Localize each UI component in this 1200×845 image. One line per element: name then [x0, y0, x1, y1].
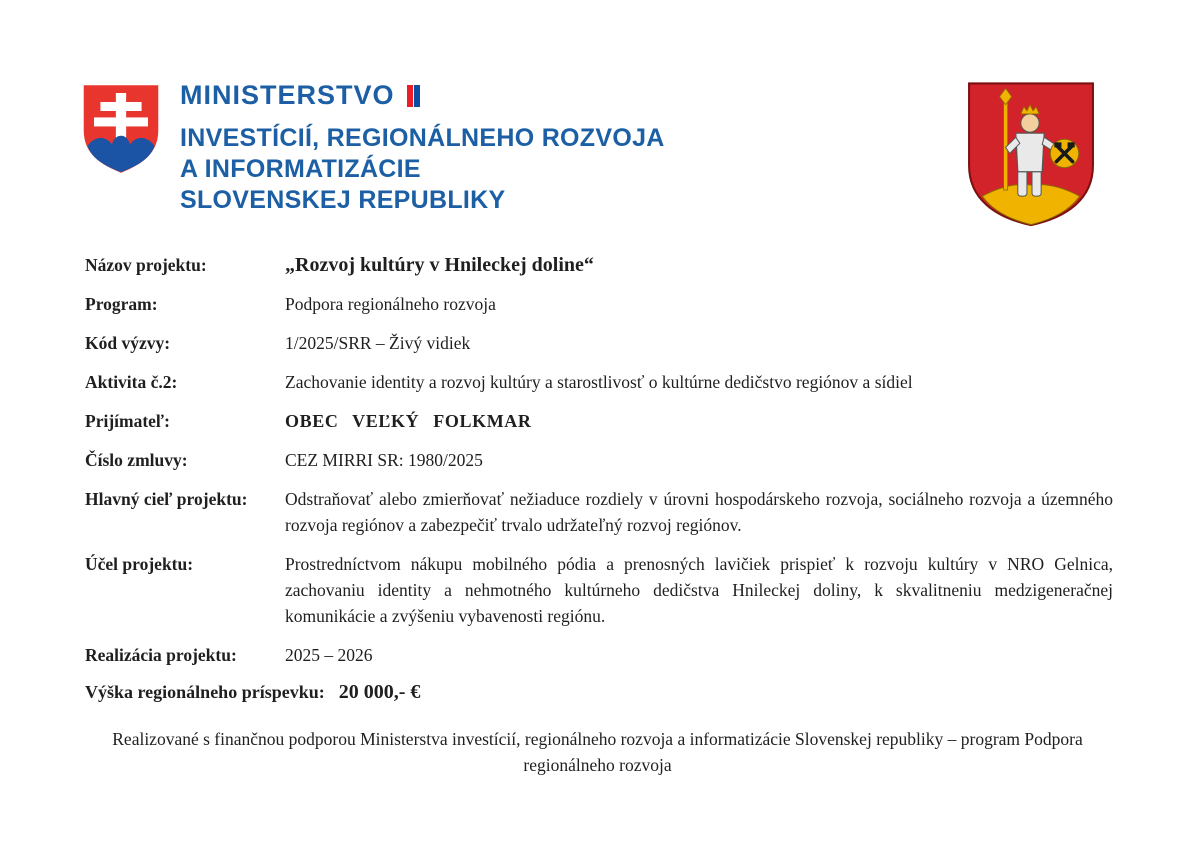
ministry-name-line3: A INFORMATIZÁCIE — [180, 155, 421, 183]
project-fields — [80, 252, 1115, 668]
ministry-name-rest — [180, 123, 665, 216]
field-label: Program: — [85, 294, 158, 314]
field-label: Realizácia projektu: — [85, 645, 237, 665]
ministry-name-line2: INVESTÍCIÍ, REGIONÁLNEHO ROZVOJA — [180, 124, 665, 152]
field-label: Účel projektu: — [85, 554, 194, 574]
field-value: Zachovanie identity a rozvoj kultúry a starostlivosť o kultúrne dedičstvo regiónov a sídiel — [285, 372, 913, 392]
contribution-label: Výška regionálneho príspevku: — [85, 682, 325, 702]
field-row-program — [85, 291, 1115, 317]
field-value: Odstraňovať alebo zmierňovať nežiaduce rozdiely v úrovni hospodárskeho rozvoja, sociálneho rozvoja a územného rozvoja regiónov a zabezpečiť trvalo udržateľný rozvoj regiónov. — [285, 489, 1113, 535]
field-value: Podpora regionálneho rozvoja — [285, 294, 496, 314]
slovak-flag-mark-icon — [407, 85, 420, 107]
ministry-name — [180, 80, 665, 216]
field-value: 1/2025/SRR – Živý vidiek — [285, 333, 471, 353]
field-row-main-goal — [85, 486, 1115, 538]
slovak-emblem-icon — [80, 84, 162, 174]
field-label: Kód výzvy: — [85, 333, 171, 353]
field-label: Aktivita č.2: — [85, 372, 178, 392]
field-value: Prostredníctvom nákupu mobilného pódia a prenosných lavičiek prispieť k rozvoju kultúry v NRO Gelnica, zachovaniu identity a nehmotného kultúrneho dedičstva Hnileckej doliny, k skvalitneniu medzigeneračnej komunikácie a zvýšeniu vybavenosti regiónu. — [285, 554, 1113, 626]
field-label: Názov projektu: — [85, 255, 207, 275]
contribution-row — [80, 681, 1115, 704]
ministry-logo-block — [80, 80, 665, 216]
municipal-coat-of-arms-icon — [965, 80, 1097, 228]
footer-text: Realizované s finančnou podporou Ministerstva investícií, regionálneho rozvoja a informatizácie Slovenskej republiky – program Podpora regionálneho rozvoja — [112, 729, 1083, 775]
field-value: 2025 – 2026 — [285, 645, 373, 665]
field-row-contract-number — [85, 447, 1115, 473]
field-label: Hlavný cieľ projektu: — [85, 489, 248, 509]
field-row-call-code — [85, 330, 1115, 356]
ministry-name-line1-wrap — [180, 80, 665, 111]
field-label: Číslo zmluvy: — [85, 450, 188, 470]
field-row-purpose — [85, 551, 1115, 629]
field-row-project-name — [85, 252, 1115, 278]
field-value: OBEC VEĽKÝ FOLKMAR — [285, 411, 532, 431]
ministry-name-line1: MINISTERSTVO — [180, 80, 395, 110]
document-footer — [80, 726, 1115, 778]
ministry-name-line4: SLOVENSKEJ REPUBLIKY — [180, 186, 506, 214]
document-header — [80, 80, 1115, 228]
contribution-value: 20 000,- € — [338, 681, 421, 703]
field-label: Prijímateľ: — [85, 411, 170, 431]
field-value: „Rozvoj kultúry v Hnileckej doline“ — [285, 254, 594, 276]
field-row-realization — [85, 642, 1115, 668]
field-row-recipient — [85, 408, 1115, 434]
field-value: CEZ MIRRI SR: 1980/2025 — [285, 450, 483, 470]
field-row-activity — [85, 369, 1115, 395]
